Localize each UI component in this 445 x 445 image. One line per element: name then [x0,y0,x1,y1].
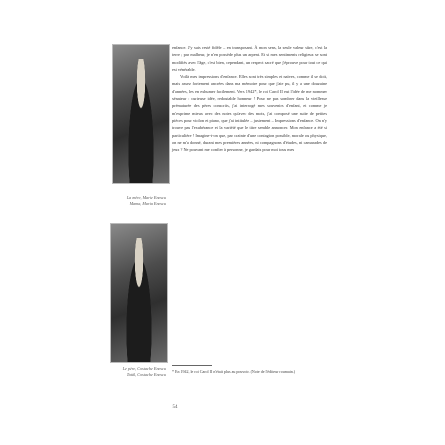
mother-portrait [125,59,157,183]
mother-caption-ro: Mama, Maria Enescu [129,201,166,206]
father-caption-fr: Le père, Costache Enescu [122,366,166,371]
body-text [172,44,327,153]
paragraph-2: Voilà mes impressions d'enfance. Elles sont très simples et naïves, comme il se doit, mais assez fortement ancrées dans ma mémoire pour que j'aie pu, il y a une douzaine d'années, les en exhumer facilement. Vers 1942*, le roi Carol II eut l'idée de me nommer sénateur : curieuse idée, redoutable honneur ! Pour ne pas sombrer dans la vieillesse prématurée des pères conscrits, j'ai interrogé mes souvenirs d'enfant, et comme je m'exprime mieux avec des notes qu'avec des mots, j'ai composé une suite de petites pièces pour violon et piano, que j'ai intitulée – justement – Impressions d'enfance. On n'y trouve pas l'exubérance et la variété que le titre semble annoncer. Mon enfance a été si particulière ! Imagine-t-on que, par crainte d'une contagion possible, morale ou physique, on ne m'a donné, durant mes premières années, ni compagnons d'études, ni camarades de jeux ? Ne pouvant me confier à personne, je gardais pour moi tous mes [172,74,327,153]
page-number: 54 [172,405,178,410]
mother-caption [80,195,166,207]
father-caption-ro: Tatăl, Costache Enescu [126,372,166,377]
mother-caption-fr: La mère, Marie Enescu [126,195,166,200]
father-portrait [123,238,155,362]
footnote-divider [172,365,212,366]
mother-photo [112,44,170,184]
paragraph-1: enfance. J'y suis resté fidèle – en transposant. À mon sens, la seule valeur sûre, c'est la terre ; par malheur, je n'en possède plus un arpent. Et si mes sentiments religieux se sont modifiés avec l'âge, c'est bien, cependant, un respect sacré que j'éprouve pour tout ce qui est vénérable. [172,45,327,72]
footnote: * En 1942, le roi Carol II n'était plus au pouvoir. (Note de l'éditeur roumain.) [172,369,296,374]
father-caption [80,366,166,378]
father-photo [110,223,168,363]
